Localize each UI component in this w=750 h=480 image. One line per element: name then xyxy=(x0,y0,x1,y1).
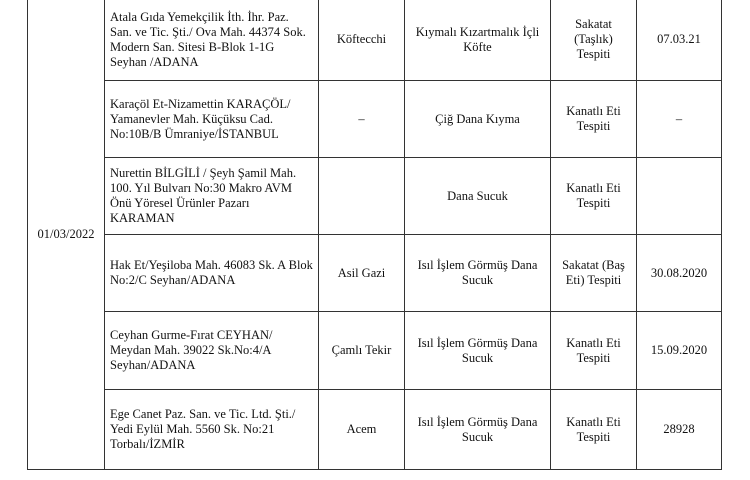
firm-cell: Nurettin BİLGİLİ / Şeyh Şamil Mah. 100. Yıl Bulvarı No:30 Makro AVM Önü Yöresel Ürünler Pazarı KARAMAN xyxy=(105,158,319,235)
batch-cell xyxy=(637,158,722,235)
product-cell: Isıl İşlem Görmüş Dana Sucuk xyxy=(405,235,551,312)
table-row xyxy=(28,158,722,235)
brand-cell: Çamlı Tekir xyxy=(319,312,405,390)
firm-cell: Hak Et/Yeşiloba Mah. 46083 Sk. A Blok No:2/C Seyhan/ADANA xyxy=(105,235,319,312)
finding-cell: Kanatlı Eti Tespiti xyxy=(551,81,637,158)
table-row xyxy=(28,390,722,470)
product-cell: Çiğ Dana Kıyma xyxy=(405,81,551,158)
batch-cell: 30.08.2020 xyxy=(637,235,722,312)
finding-cell: Sakatat (Baş Eti) Tespiti xyxy=(551,235,637,312)
table-row xyxy=(28,81,722,158)
brand-cell: Acem xyxy=(319,390,405,470)
batch-cell: 28928 xyxy=(637,390,722,470)
finding-cell: Kanatlı Eti Tespiti xyxy=(551,158,637,235)
brand-cell: Köftecchi xyxy=(319,0,405,81)
product-cell: Kıymalı Kızartmalık İçli Köfte xyxy=(405,0,551,81)
product-cell: Dana Sucuk xyxy=(405,158,551,235)
recall-table xyxy=(27,0,722,470)
brand-cell: Asil Gazi xyxy=(319,235,405,312)
table-row xyxy=(28,0,722,81)
batch-cell: 15.09.2020 xyxy=(637,312,722,390)
finding-cell: Kanatlı Eti Tespiti xyxy=(551,312,637,390)
firm-cell: Ege Canet Paz. San. ve Tic. Ltd. Şti./ Yedi Eylül Mah. 5560 Sk. No:21 Torbalı/İZMİR xyxy=(105,390,319,470)
table-row xyxy=(28,312,722,390)
brand-cell: – xyxy=(319,81,405,158)
finding-cell: Kanatlı Eti Tespiti xyxy=(551,390,637,470)
brand-cell xyxy=(319,158,405,235)
batch-cell: – xyxy=(637,81,722,158)
table-row xyxy=(28,235,722,312)
date-cell: 01/03/2022 xyxy=(28,0,105,470)
batch-cell: 07.03.21 xyxy=(637,0,722,81)
firm-cell: Atala Gıda Yemekçilik İth. İhr. Paz. San. ve Tic. Şti./ Ova Mah. 44374 Sok. Modern San. Sitesi B-Blok 1-1G Seyhan /ADANA xyxy=(105,0,319,81)
product-cell: Isıl İşlem Görmüş Dana Sucuk xyxy=(405,390,551,470)
product-cell: Isıl İşlem Görmüş Dana Sucuk xyxy=(405,312,551,390)
firm-cell: Ceyhan Gurme-Fırat CEYHAN/ Meydan Mah. 39022 Sk.No:4/A Seyhan/ADANA xyxy=(105,312,319,390)
finding-cell: Sakatat (Taşlık) Tespiti xyxy=(551,0,637,81)
firm-cell: Karaçöl Et-Nizamettin KARAÇÖL/ Yamanevler Mah. Küçüksu Cad. No:10B/B Ümraniye/İSTANBUL xyxy=(105,81,319,158)
